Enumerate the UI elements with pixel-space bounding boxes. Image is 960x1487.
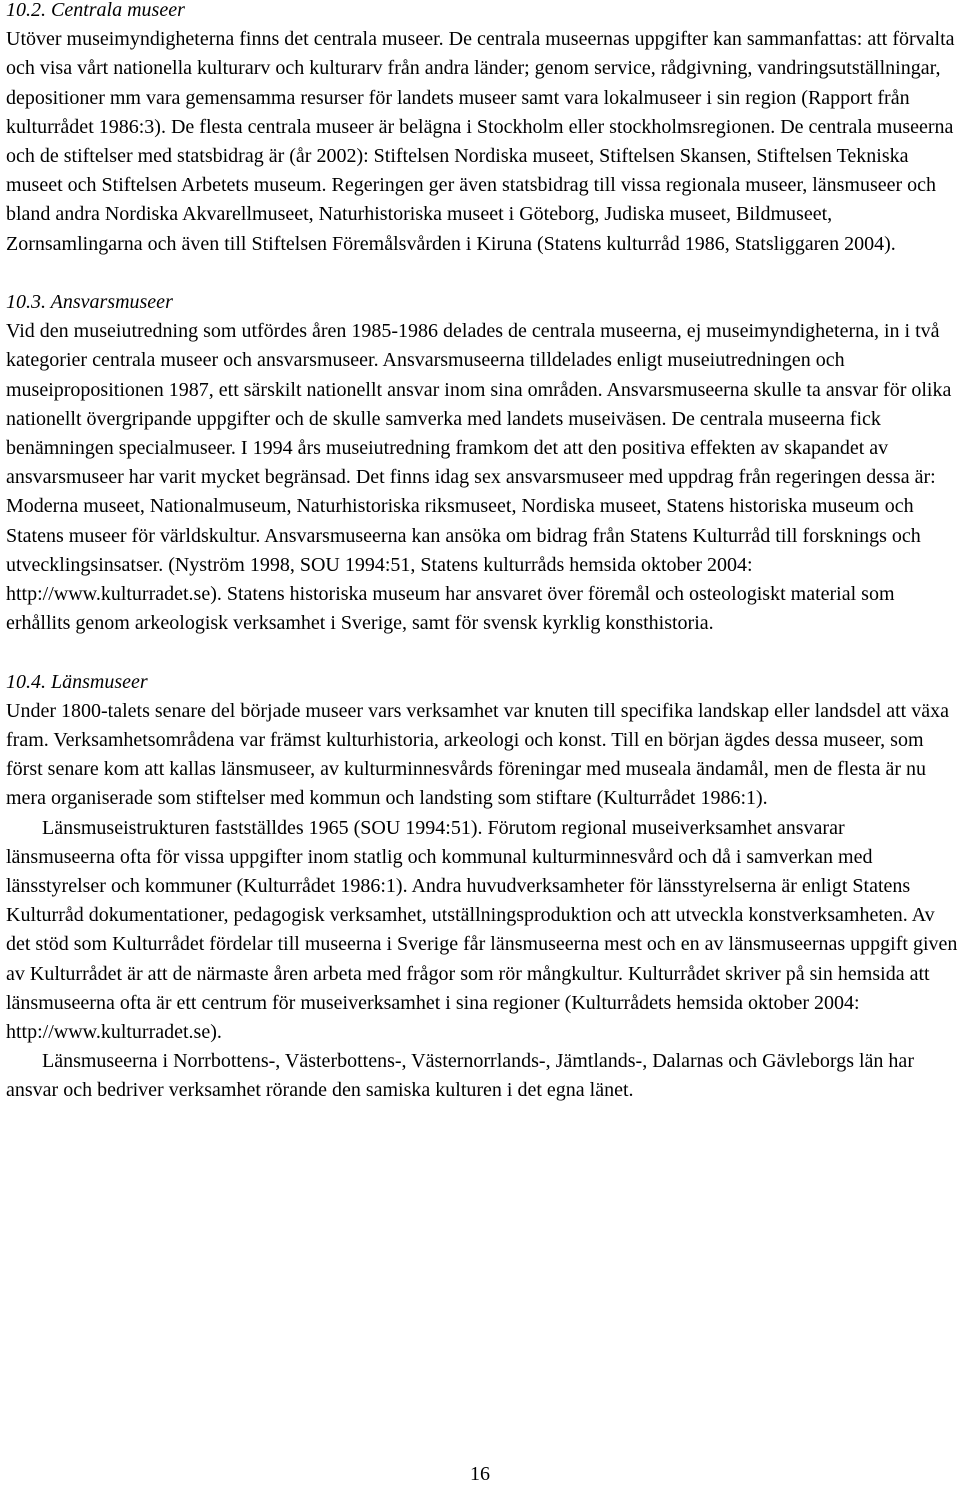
section-heading: 10.4. Länsmuseer (6, 670, 148, 693)
paragraph: Vid den museiutredning som utfördes åren 1985-1986 delades de centrala museerna, ej museimyndigheterna, in i två kategorier centrala museer och ansvarsmuseer. Ansvarsmuseerna tilldelades enligt museiutredningen och museipropositionen 1987, ett särskilt nationellt ansvar inom sina områden. Ansvarsmuseerna skulle ta ansvar för olika nationellt övergripande uppgifter och de skulle samverka med landets museiväsen. De centrala museerna fick benämningen specialmuseer. I 1994 års museiutredning framkom det att den positiva effekten av skapandet av ansvarsmuseer har varit mycket begränsad. Det finns idag sex ansvarsmuseer med uppdrag från regeringen dessa är: Moderna museet, Nationalmuseum, Naturhistoriska riksmuseet, Nordiska museet, Statens historiska museum och Statens museer för världskultur. Ansvarsmuseerna kan ansöka om bidrag från Statens Kulturråd till forsknings och utvecklingsinsatser. (Nyström 1998, SOU 1994:51, Statens kulturråds hemsida oktober 2004: http://www.kulturradet.se). Statens historiska museum har ansvaret över föremål och osteologiskt material som erhållits genom arkeologisk verksamhet i Sverige, samt för svensk kyrklig konsthistoria. (6, 320, 952, 635)
section-lansmuseer (6, 668, 958, 1106)
page-number: 16 (470, 1463, 490, 1485)
document-page (6, 0, 958, 1135)
paragraph: Utöver museimyndigheterna finns det centrala museer. De centrala museernas uppgifter kan sammanfattas: att förvalta och visa vårt nationella kulturarv och kulturarv från andra länder; genom service, rådgivning, vandringsutställningar, depositioner mm vara gemensamma resurser för landets museer samt vara lokalmuseer i sin region (Rapport från kulturrådet 1986:3). De flesta centrala museer är belägna i Stockholm eller stockholmsregionen. De centrala museerna och de stiftelser med statsbidrag är (år 2002): Stiftelsen Nordiska museet, Stiftelsen Skansen, Stiftelsen Tekniska museet och Stiftelsen Arbetets museum. Regeringen ger även statsbidrag till vissa regionala museer, länsmuseer och bland andra Nordiska Akvarellmuseet, Naturhistoriska museet i Göteborg, Judiska museet, Bildmuseet, Zornsamlingarna och även till Stiftelsen Föremålsvården i Kiruna (Statens kulturråd 1986, Statsliggaren 2004). (6, 28, 955, 255)
section-heading: 10.2. Centrala museer (6, 0, 185, 21)
section-ansvarsmuseer (6, 288, 958, 638)
section-heading: 10.3. Ansvarsmuseer (6, 291, 173, 314)
paragraph: Länsmuseerna i Norrbottens-, Västerbottens-, Västernorrlands-, Jämtlands-, Dalarnas och Gävleborgs län har ansvar och bedriver verksamhet rörande den samiska kulturen i det egna länet. (6, 1050, 914, 1102)
paragraph: Länsmuseistrukturen fastställdes 1965 (SOU 1994:51). Förutom regional museiverksamhet ansvarar länsmuseerna ofta för vissa uppgifter inom statlig och kommunal kulturminnesvård och då i samverkan med länsstyrelser och kommuner (Kulturrådet 1986:1). Andra huvudverksamheter för länsstyrelserna är enligt Statens Kulturråd dokumentationer, pedagogisk verksamhet, utställningsproduktion och att utveckla konstverksamheten. Av det stöd som Kulturrådet fördelar till museerna i Sverige får länsmuseerna mest och en av länsmuseernas uppgift given av Kulturrådet är att de närmaste åren arbeta med frågor som rör mångkultur. Kulturrådet skriver på sin hemsida att länsmuseerna ofta är ett centrum för museiverksamhet i sina regioner (Kulturrådets hemsida oktober 2004: http://www.kulturradet.se). (6, 816, 958, 1044)
section-centrala-museer (6, 0, 958, 259)
paragraph: Under 1800-talets senare del började museer vars verksamhet var knuten till specifika landskap eller landsdel att växa fram. Verksamhetsområdena var främst kulturhistoria, arkeologi och konst. Till en början ägdes dessa museer, som först senare kom att kallas länsmuseer, av kulturminnesvårds föreningar med museala ändamål, men de flesta är nu mera organiserade som stiftelser med kommun och landsting som stiftare (Kulturrådet 1986:1). (6, 699, 949, 810)
